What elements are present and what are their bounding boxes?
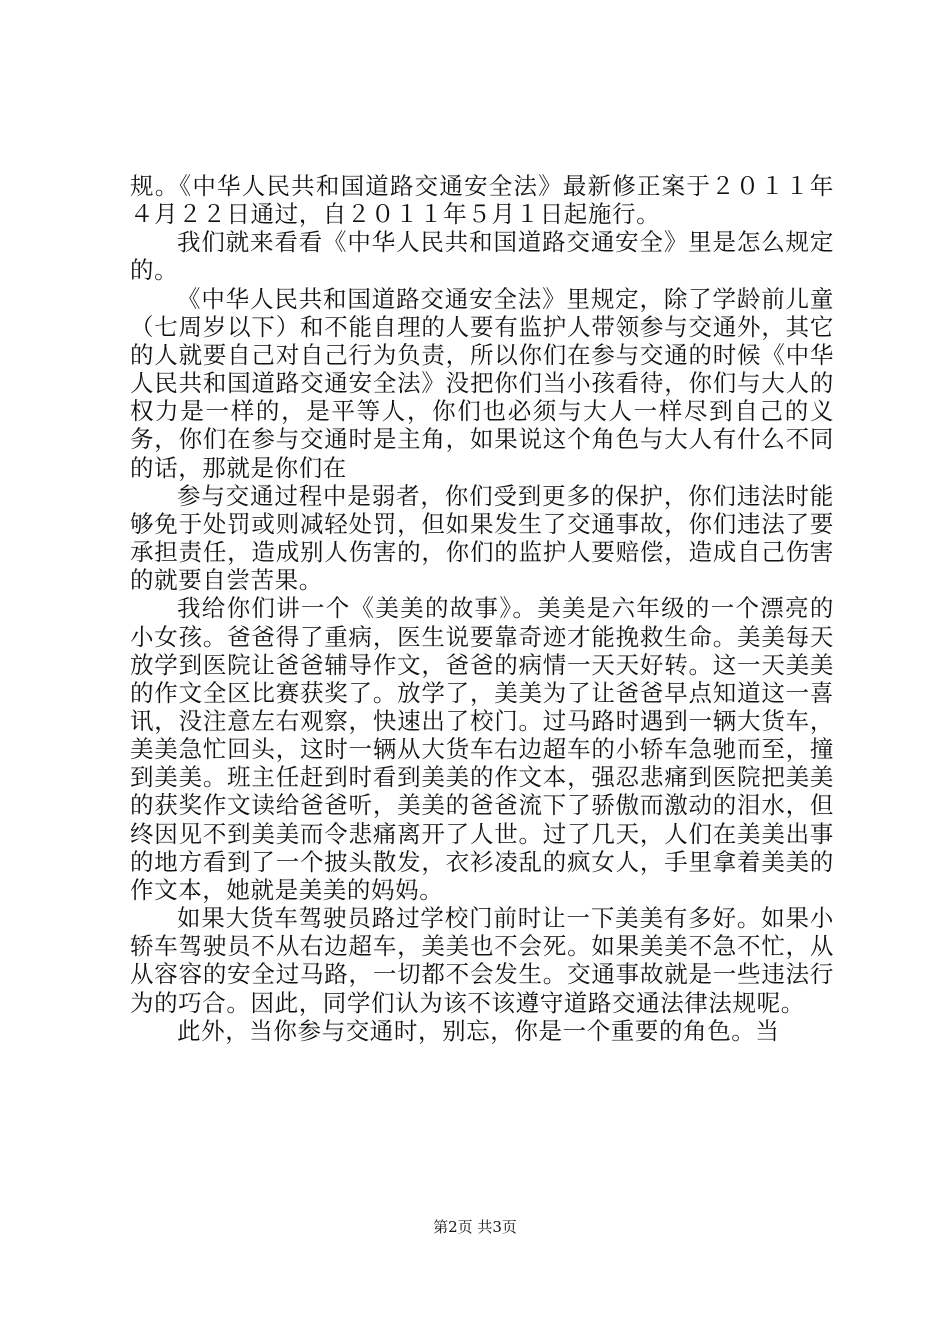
page-footer <box>0 1216 950 1237</box>
paragraph-7: 此外，当你参与交通时，别忘，你是一个重要的角色。当 <box>177 1016 780 1045</box>
paragraph-3: 《中华人民共和国道路交通安全法》里规定，除了学龄前儿童（七周岁以下）和不能自理的人要有监护人带领参与交通外，其它的人就要自己对自己行为负责，所以你们在参与交通的时候《中华人民共和国道路交通安全法》没把你们当小孩看待，你们与大人的权力是一样的，是平等人，你们也必须与大人一样尽到自己的义务，你们在参与交通时是主角，如果说这个角色与大人有什么不同的话，那就是你们在 <box>130 284 834 482</box>
paragraph-1: 规。《中华人民共和国道路交通安全法》最新修正案于２０１１年４月２２日通过，自２０１１年５月１日起施行。 <box>130 172 834 229</box>
paragraph-6: 如果大货车驾驶员路过学校门前时让一下美美有多好。如果小轿车驾驶员不从右边超车，美美也不会死。如果美美不急不忙，从从容容的安全过马路，一切都不会发生。交通事故就是一些违法行为的巧合。因此，同学们认为该不该遵守道路交通法律法规呢。 <box>130 904 834 1017</box>
paragraph-2: 我们就来看看《中华人民共和国道路交通安全》里是怎么规定的。 <box>130 228 834 285</box>
paragraph-4: 参与交通过程中是弱者，你们受到更多的保护，你们违法时能够免于处罚或则减轻处罚，但如果发生了交通事故，你们违法了要承担责任，造成别人伤害的，你们的监护人要赔偿，造成自己伤害的就要自尝苦果。 <box>130 481 834 595</box>
paragraph-5: 我给你们讲一个《美美的故事》。美美是六年级的一个漂亮的小女孩。爸爸得了重病，医生说要靠奇迹才能挽救生命。美美每天放学到医院让爸爸辅导作文，爸爸的病情一天天好转。这一天美美的作文全区比赛获奖了。放学了，美美为了让爸爸早点知道这一喜讯，没注意左右观察，快速出了校门。过马路时遇到一辆大货车，美美急忙回头，这时一辆从大货车右边超车的小轿车急驰而至，撞到美美。班主任赶到时看到美美的作文本，强忍悲痛到医院把美美的获奖作文读给爸爸听，美美的爸爸流下了骄傲而激动的泪水，但终因见不到美美而令悲痛离开了人世。过了几天，人们在美美出事的地方看到了一个披头散发，衣衫凌乱的疯女人，手里拿着美美的作文本，她就是美美的妈妈。 <box>130 594 834 904</box>
page-number-label: 第2页 共3页 <box>433 1218 517 1236</box>
document-body <box>130 172 834 1045</box>
